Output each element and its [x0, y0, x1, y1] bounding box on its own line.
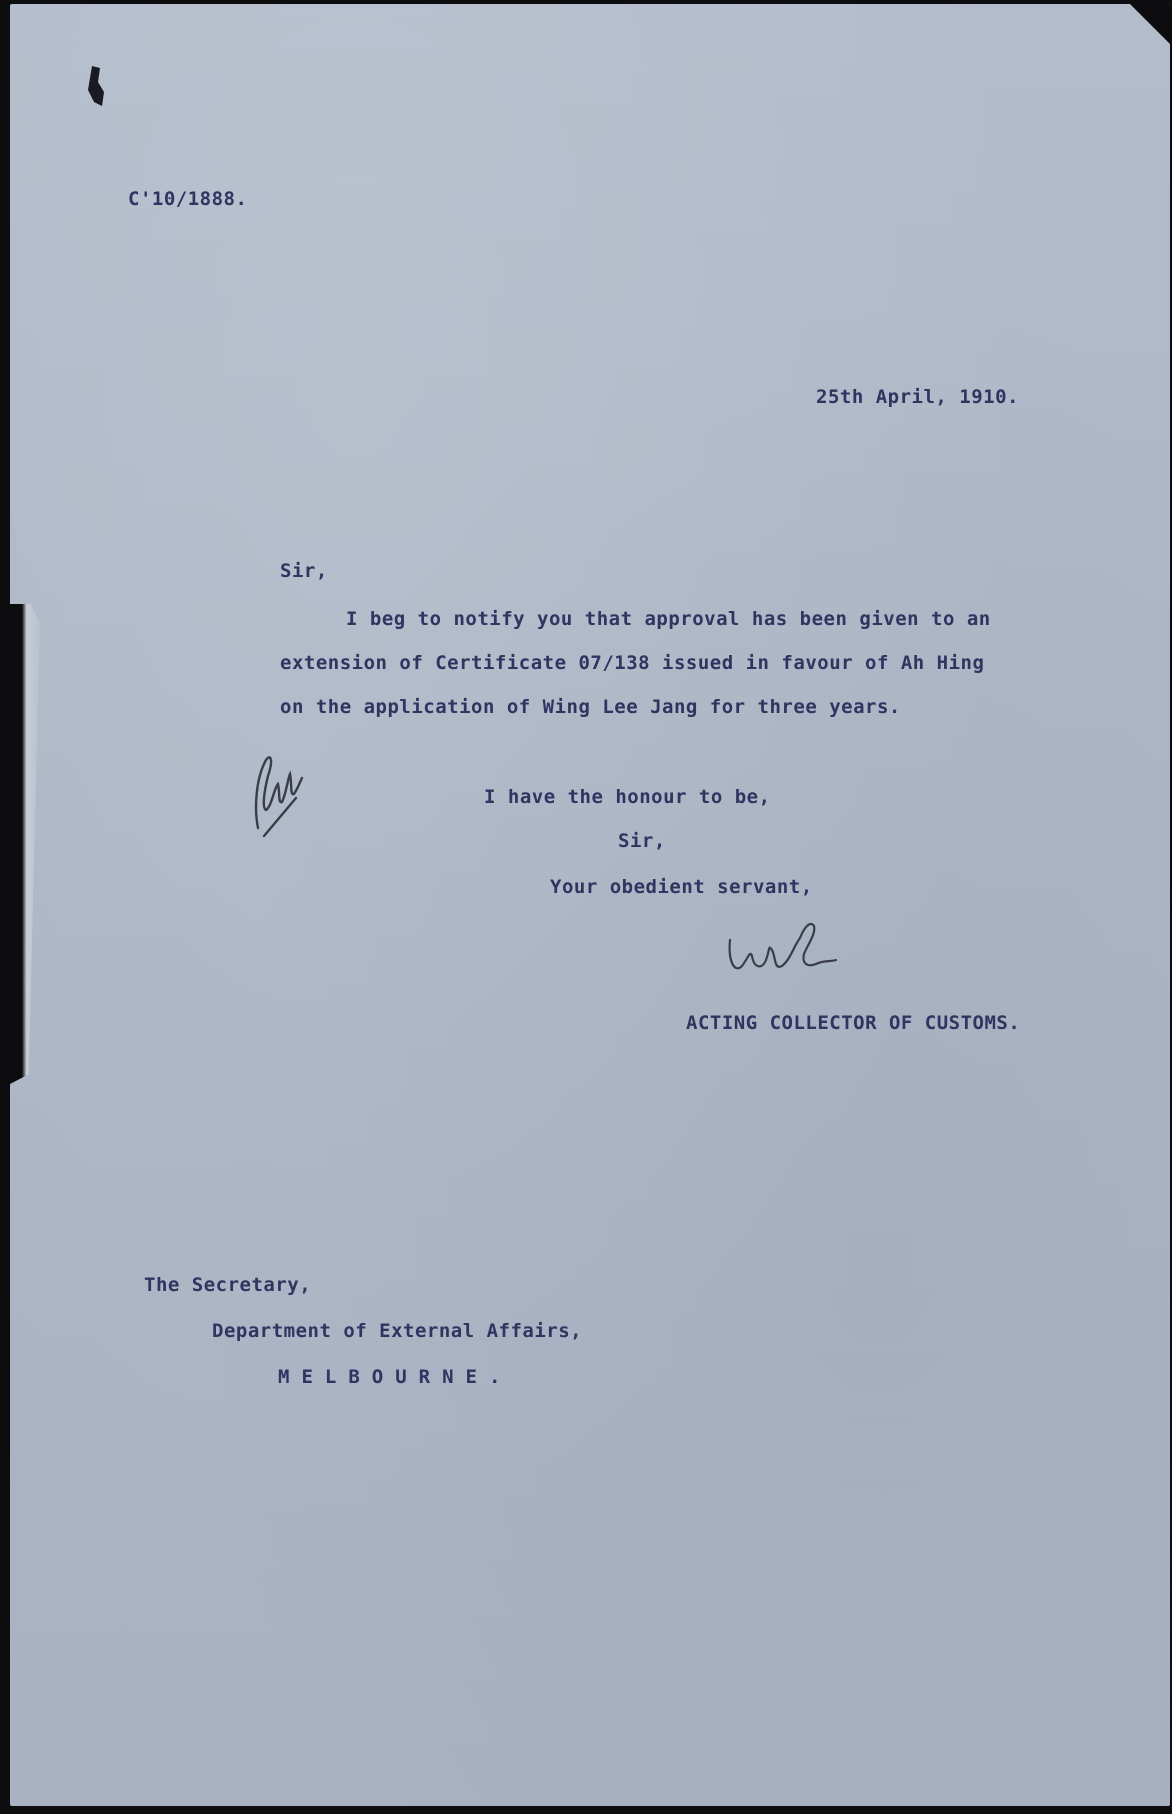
addressee-line-3: MELBOURNE. — [278, 1366, 513, 1388]
reference-number: C'10/1888. — [128, 188, 248, 210]
letter-page — [10, 4, 1170, 1806]
salutation: Sir, — [280, 560, 328, 582]
closing-line-1: I have the honour to be, — [484, 786, 771, 808]
signatory-title: ACTING COLLECTOR OF CUSTOMS. — [686, 1012, 1021, 1034]
body-line-1: I beg to notify you that approval has been given to an — [346, 608, 991, 630]
closing-line-3: Your obedient servant, — [550, 876, 813, 898]
addressee-line-2: Department of External Affairs, — [212, 1320, 583, 1342]
letter-date: 25th April, 1910. — [816, 386, 1019, 408]
handwritten-signature — [724, 910, 844, 980]
page-corner-shadow — [1130, 4, 1170, 44]
closing-line-2: Sir, — [618, 830, 666, 852]
ink-blot-mark — [80, 62, 110, 132]
handwritten-initials — [244, 748, 304, 838]
body-line-3: on the application of Wing Lee Jang for three years. — [280, 696, 901, 718]
addressee-line-1: The Secretary, — [144, 1274, 312, 1296]
torn-left-edge — [10, 604, 40, 1084]
body-line-2: extension of Certificate 07/138 issued in favour of Ah Hing — [280, 652, 985, 674]
